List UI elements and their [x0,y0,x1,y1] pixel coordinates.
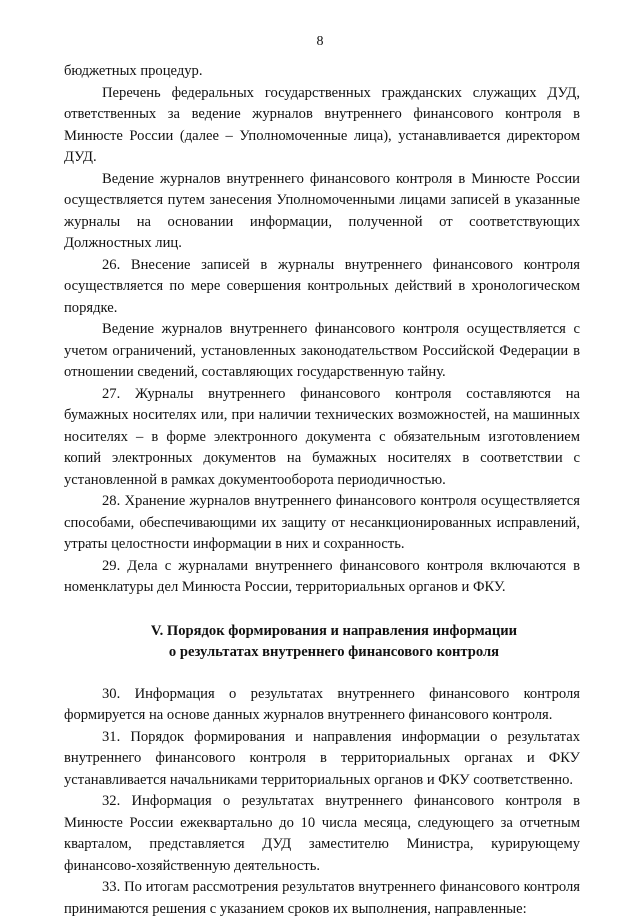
section-heading [64,621,580,664]
document-body [64,61,580,920]
paragraph-journal-maintenance: Ведение журналов внутреннего финансового контроля в Минюсте России осуществляется путем занесения Уполномоченными лицами записей в указанные журналы на основании информации, полученной от соответствующих Должностных лиц. [64,170,580,251]
paragraph-item-33: 33. По итогам рассмотрения результатов внутреннего финансового контроля принимаются решения с указанием сроков их выполнения, направленные: [64,879,580,917]
section-heading-line-1: V. Порядок формирования и направления информации [150,622,518,639]
section-heading-line-2: о результатах внутреннего финансового контроля [168,644,500,660]
paragraph-item-28: 28. Хранение журналов внутреннего финансового контроля осуществляется способами, обеспечивающими их защиту от несанкционированных исправлений, утраты целостности информации в них и сохранность. [64,493,580,552]
paragraph-item-30: 30. Информация о результатах внутреннего финансового контроля формируется на основе данных журналов внутреннего финансового контроля. [64,685,580,723]
paragraph-item-29: 29. Дела с журналами внутреннего финансового контроля включаются в номенклатуры дел Минюста России, территориальных органов и ФКУ. [64,557,580,595]
paragraph-item-31: 31. Порядок формирования и направления информации о результатах внутреннего финансового контроля в территориальных органах и ФКУ устанавливается начальниками территориальных органов и ФКУ соответственно. [64,728,580,788]
paragraph-item-26: 26. Внесение записей в журналы внутреннего финансового контроля осуществляется по мере совершения контрольных действий в хронологическом порядке. [64,256,580,316]
paragraph-list-of-officials: Перечень федеральных государственных гражданских служащих ДУД, ответственных за ведение журналов внутреннего финансового контроля в Минюсте России (далее – Уполномоченные лица), устанавливается директором ДУД. [64,84,580,165]
paragraph-budget-procedures: бюджетных процедур. [64,63,203,79]
page-number: 8 [316,34,324,49]
paragraph-item-32: 32. Информация о результатах внутреннего финансового контроля в Минюсте России ежеквартально до 10 числа месяца, следующего за отчетным кварталом, представляется ДУД заместителю Министра, курирующему финансово-хозяйственную деятельность. [64,793,580,874]
paragraph-item-27: 27. Журналы внутреннего финансового контроля составляются на бумажных носителях или, при наличии технических возможностей, на машинных носителях – в форме электронного документа с обязательным изготовлением копий электронных документов на бумажных носителях в соответствии с установленной в рамках документооборота периодичностью. [64,385,580,488]
paragraph-state-secret: Ведение журналов внутреннего финансового контроля осуществляется с учетом ограничений, установленных законодательством Российской Федерации в отношении сведений, составляющих государственную тайну. [64,321,580,380]
